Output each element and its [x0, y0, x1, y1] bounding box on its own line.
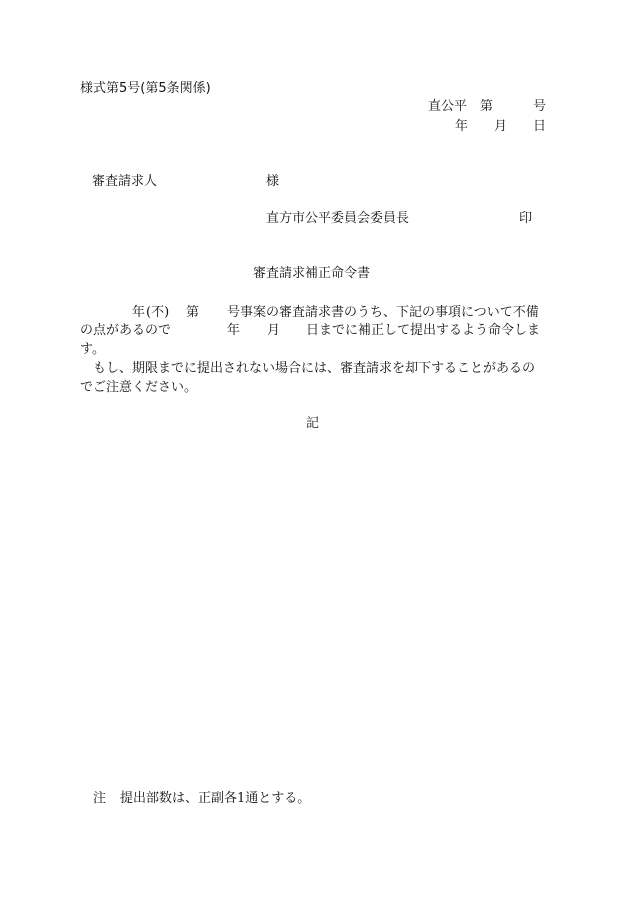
date-month: 月: [494, 119, 508, 134]
body-line2-start: の点があるので: [80, 323, 172, 338]
body-line2-month: 月: [267, 323, 281, 338]
doc-number-prefix: 直公平: [428, 99, 468, 114]
date-day: 日: [533, 119, 547, 134]
form-number: 様式第5号(第5条関係): [80, 81, 211, 96]
date-year: 年: [455, 119, 469, 134]
sender-title: 直方市公平委員会委員長: [266, 211, 410, 226]
doc-number-dai: 第: [480, 99, 494, 114]
body-line2-rest: 日までに補正して提出するよう命令しま: [306, 323, 541, 338]
ki-mark: 記: [306, 416, 320, 431]
body-line1-dai: 第: [186, 305, 200, 320]
addressee-label: 審査請求人: [92, 174, 158, 189]
body-line3: す。: [80, 342, 105, 357]
addressee-honorific: 様: [266, 174, 280, 189]
note-text: 提出部数は、正副各1通とする。: [120, 791, 311, 806]
doc-number-go: 号: [533, 99, 547, 114]
body-line2-year: 年: [227, 323, 241, 338]
document-title: 審査請求補正命令書: [253, 266, 371, 281]
note-label: 注: [93, 791, 107, 806]
body-line1-fu: (不): [146, 305, 170, 320]
body-line5: でご注意ください。: [80, 380, 198, 395]
body-line4: もし、期限までに提出されない場合には、審査請求を却下することがあるの: [93, 361, 536, 376]
body-line1-rest: 号事案の審査請求書のうち、下記の事項について不備: [227, 305, 539, 320]
body-line1-year: 年: [132, 305, 146, 320]
seal-mark: 印: [519, 211, 533, 226]
